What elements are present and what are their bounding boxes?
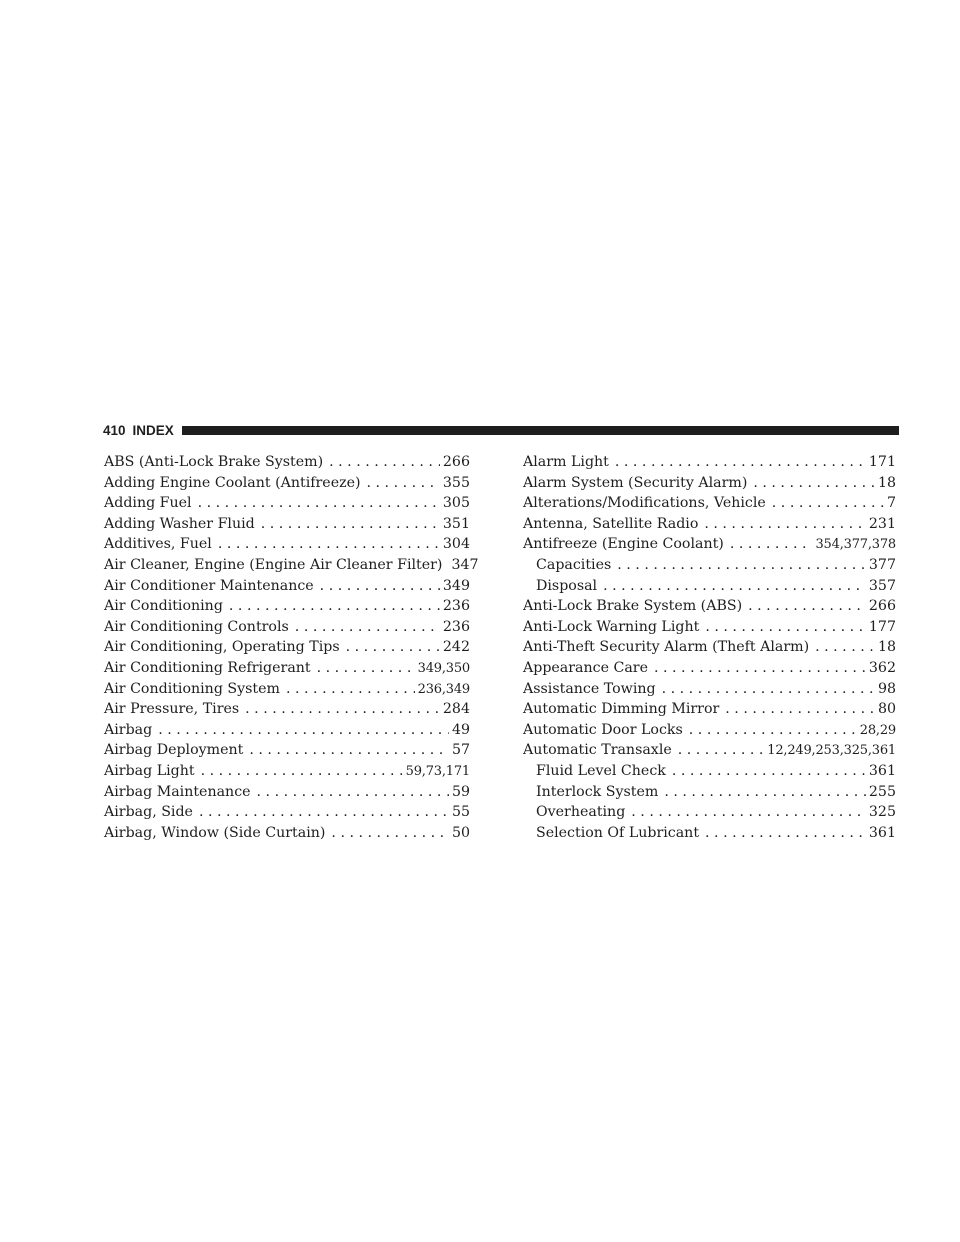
entry-label: Selection Of Lubricant (536, 824, 700, 841)
entry-label: Air Conditioning (104, 598, 223, 615)
index-column-right (523, 452, 896, 843)
entry-label: Anti-Lock Warning Light (523, 618, 700, 635)
entry-label: Air Conditioner Maintenance (104, 577, 314, 594)
index-entry (104, 823, 470, 844)
entry-page-ref: 18 (877, 474, 896, 491)
entry-label: Air Conditioning System (104, 680, 280, 697)
index-entry (104, 596, 470, 617)
entry-page-ref: 347 (451, 556, 479, 573)
entry-page-ref: 59 (451, 783, 470, 800)
entry-page-ref: 351 (442, 515, 470, 532)
dot-leader (689, 720, 857, 741)
index-entry (104, 514, 470, 535)
dot-leader (753, 473, 875, 494)
dot-leader (748, 596, 866, 617)
entry-label: Air Conditioning, Operating Tips (104, 639, 340, 656)
entry-label: Air Conditioning Controls (104, 618, 289, 635)
entry-page-ref: 55 (451, 804, 470, 821)
entry-page-ref: 266 (442, 454, 470, 470)
index-entry (523, 452, 896, 473)
entry-page-ref: 305 (442, 495, 470, 512)
entry-page-ref: 325 (868, 804, 896, 821)
dot-leader (245, 699, 440, 720)
entry-page-ref: 236 (442, 598, 470, 615)
dot-leader (331, 823, 449, 844)
dot-leader (158, 720, 449, 741)
entry-page-ref: 354,377,378 (815, 537, 896, 553)
entry-page-ref: 361 (868, 824, 896, 841)
entry-page-ref: 236 (442, 618, 470, 635)
dot-leader (704, 514, 866, 535)
dot-leader (257, 782, 449, 803)
index-entry (104, 658, 470, 679)
index-entry (523, 637, 896, 658)
dot-leader (654, 658, 866, 679)
dot-leader (367, 473, 440, 494)
page-number: 410 (103, 422, 126, 438)
dot-leader (201, 761, 403, 782)
entry-label: Overheating (536, 804, 626, 821)
entry-label: Airbag Maintenance (104, 783, 251, 800)
dot-leader (631, 802, 866, 823)
index-entry (104, 802, 470, 823)
dot-leader (286, 679, 415, 700)
index-entry (523, 740, 896, 761)
entry-page-ref: 362 (868, 659, 896, 676)
entry-label: Airbag, Side (104, 804, 193, 821)
index-entry (104, 493, 470, 514)
dot-leader (603, 576, 866, 597)
entry-label: Interlock System (536, 783, 659, 800)
page-title: INDEX (132, 422, 174, 438)
dot-leader (249, 740, 449, 761)
index-subentry (523, 576, 896, 597)
entry-page-ref: 357 (868, 577, 896, 594)
index-subentry (523, 555, 896, 576)
dot-leader (346, 637, 440, 658)
index-subentry (523, 802, 896, 823)
index-entry (104, 473, 470, 494)
entry-label: Air Cleaner, Engine (Engine Air Cleaner Filter) (104, 556, 443, 573)
dot-leader (295, 617, 440, 638)
dot-leader (672, 761, 866, 782)
entry-label: Capacities (536, 556, 612, 573)
dot-leader (725, 699, 875, 720)
entry-label: Air Conditioning Refrigerant (104, 659, 311, 676)
index-entry (104, 576, 470, 597)
entry-label: Disposal (536, 577, 598, 594)
index-entry (104, 699, 470, 720)
entry-label: ABS (Anti-Lock Brake System) (104, 454, 324, 470)
entry-label: Anti-Lock Brake System (ABS) (523, 598, 743, 615)
entry-label: Automatic Dimming Mirror (523, 701, 720, 718)
index-entry (523, 596, 896, 617)
entry-page-ref: 231 (868, 515, 896, 532)
index-subentry (523, 761, 896, 782)
dot-leader (198, 493, 440, 514)
dot-leader (815, 637, 875, 658)
entry-page-ref: 57 (451, 742, 470, 759)
index-entry (523, 514, 896, 535)
dot-leader (317, 658, 415, 679)
entry-page-ref: 377 (868, 556, 896, 573)
header-rule (182, 426, 899, 435)
entry-page-ref: 304 (442, 536, 470, 553)
index-entry (523, 679, 896, 700)
entry-label: Alarm Light (523, 454, 609, 470)
entry-label: Appearance Care (523, 659, 648, 676)
entry-label: Alarm System (Security Alarm) (523, 474, 748, 491)
entry-page-ref: 59,73,171 (405, 763, 470, 779)
entry-page-ref: 12,249,253,325,361 (767, 743, 896, 759)
index-entry (104, 761, 470, 782)
index-entry (104, 720, 470, 741)
entry-page-ref: 236,349 (417, 681, 470, 697)
dot-leader (261, 514, 440, 535)
dot-leader (678, 740, 765, 761)
dot-leader (730, 534, 813, 555)
entry-label: Adding Washer Fluid (104, 515, 255, 532)
entry-page-ref: 349,350 (417, 660, 470, 676)
index-entry (523, 617, 896, 638)
entry-label: Additives, Fuel (104, 536, 212, 553)
entry-page-ref: 177 (868, 618, 896, 635)
entry-page-ref: 98 (877, 680, 896, 697)
entry-label: Assistance Towing (523, 680, 656, 697)
entry-page-ref: 28,29 (859, 722, 896, 738)
entry-page-ref: 284 (442, 701, 470, 718)
entry-page-ref: 242 (442, 639, 470, 656)
index-entry (523, 658, 896, 679)
entry-label: Anti-Theft Security Alarm (Theft Alarm) (523, 639, 810, 656)
entry-label: Antenna, Satellite Radio (523, 515, 699, 532)
entry-page-ref: 171 (868, 454, 896, 470)
entry-page-ref: 349 (442, 577, 470, 594)
entry-page-ref: 361 (868, 762, 896, 779)
entry-page-ref: 49 (451, 721, 470, 738)
index-entry (104, 452, 470, 473)
index-entry (104, 637, 470, 658)
entry-label: Alterations/Modifications, Vehicle (523, 495, 766, 512)
dot-leader (329, 452, 440, 473)
index-entry (104, 782, 470, 803)
dot-leader (617, 555, 866, 576)
entry-label: Airbag Deployment (104, 742, 244, 759)
entry-label: Airbag (104, 721, 153, 738)
entry-page-ref: 50 (451, 824, 470, 841)
dot-leader (615, 452, 866, 473)
dot-leader (705, 617, 866, 638)
entry-label: Adding Engine Coolant (Antifreeze) (104, 474, 361, 491)
index-entry (523, 473, 896, 494)
entry-label: Adding Fuel (104, 495, 192, 512)
entry-label: Automatic Transaxle (523, 742, 672, 759)
dot-leader (229, 596, 440, 617)
page-header (103, 420, 899, 440)
dot-leader (320, 576, 440, 597)
index-entry (104, 740, 470, 761)
entry-label: Airbag, Window (Side Curtain) (104, 824, 326, 841)
index-entry (523, 534, 896, 555)
entry-page-ref: 355 (442, 474, 470, 491)
entry-label: Air Pressure, Tires (104, 701, 240, 718)
dot-leader (705, 823, 866, 844)
index-entry (523, 699, 896, 720)
index-entry (104, 534, 470, 555)
dot-leader (662, 679, 875, 700)
index-subentry (523, 782, 896, 803)
entry-page-ref: 266 (868, 598, 896, 615)
index-entry (104, 555, 479, 576)
index-entry (104, 679, 470, 700)
entry-page-ref: 80 (877, 701, 896, 718)
entry-label: Antifreeze (Engine Coolant) (523, 536, 724, 553)
entry-label: Fluid Level Check (536, 762, 666, 779)
index-entry (104, 617, 470, 638)
index-entry (523, 493, 896, 514)
dot-leader (199, 802, 449, 823)
entry-page-ref: 18 (877, 639, 896, 656)
dot-leader (218, 534, 440, 555)
entry-label: Airbag Light (104, 762, 195, 779)
dot-leader (664, 782, 866, 803)
index-column-left (104, 452, 479, 843)
entry-page-ref: 255 (868, 783, 896, 800)
index-entry (523, 720, 896, 741)
index-subentry (523, 823, 896, 844)
entry-page-ref: 7 (886, 495, 896, 512)
dot-leader (772, 493, 884, 514)
entry-label: Automatic Door Locks (523, 721, 683, 738)
